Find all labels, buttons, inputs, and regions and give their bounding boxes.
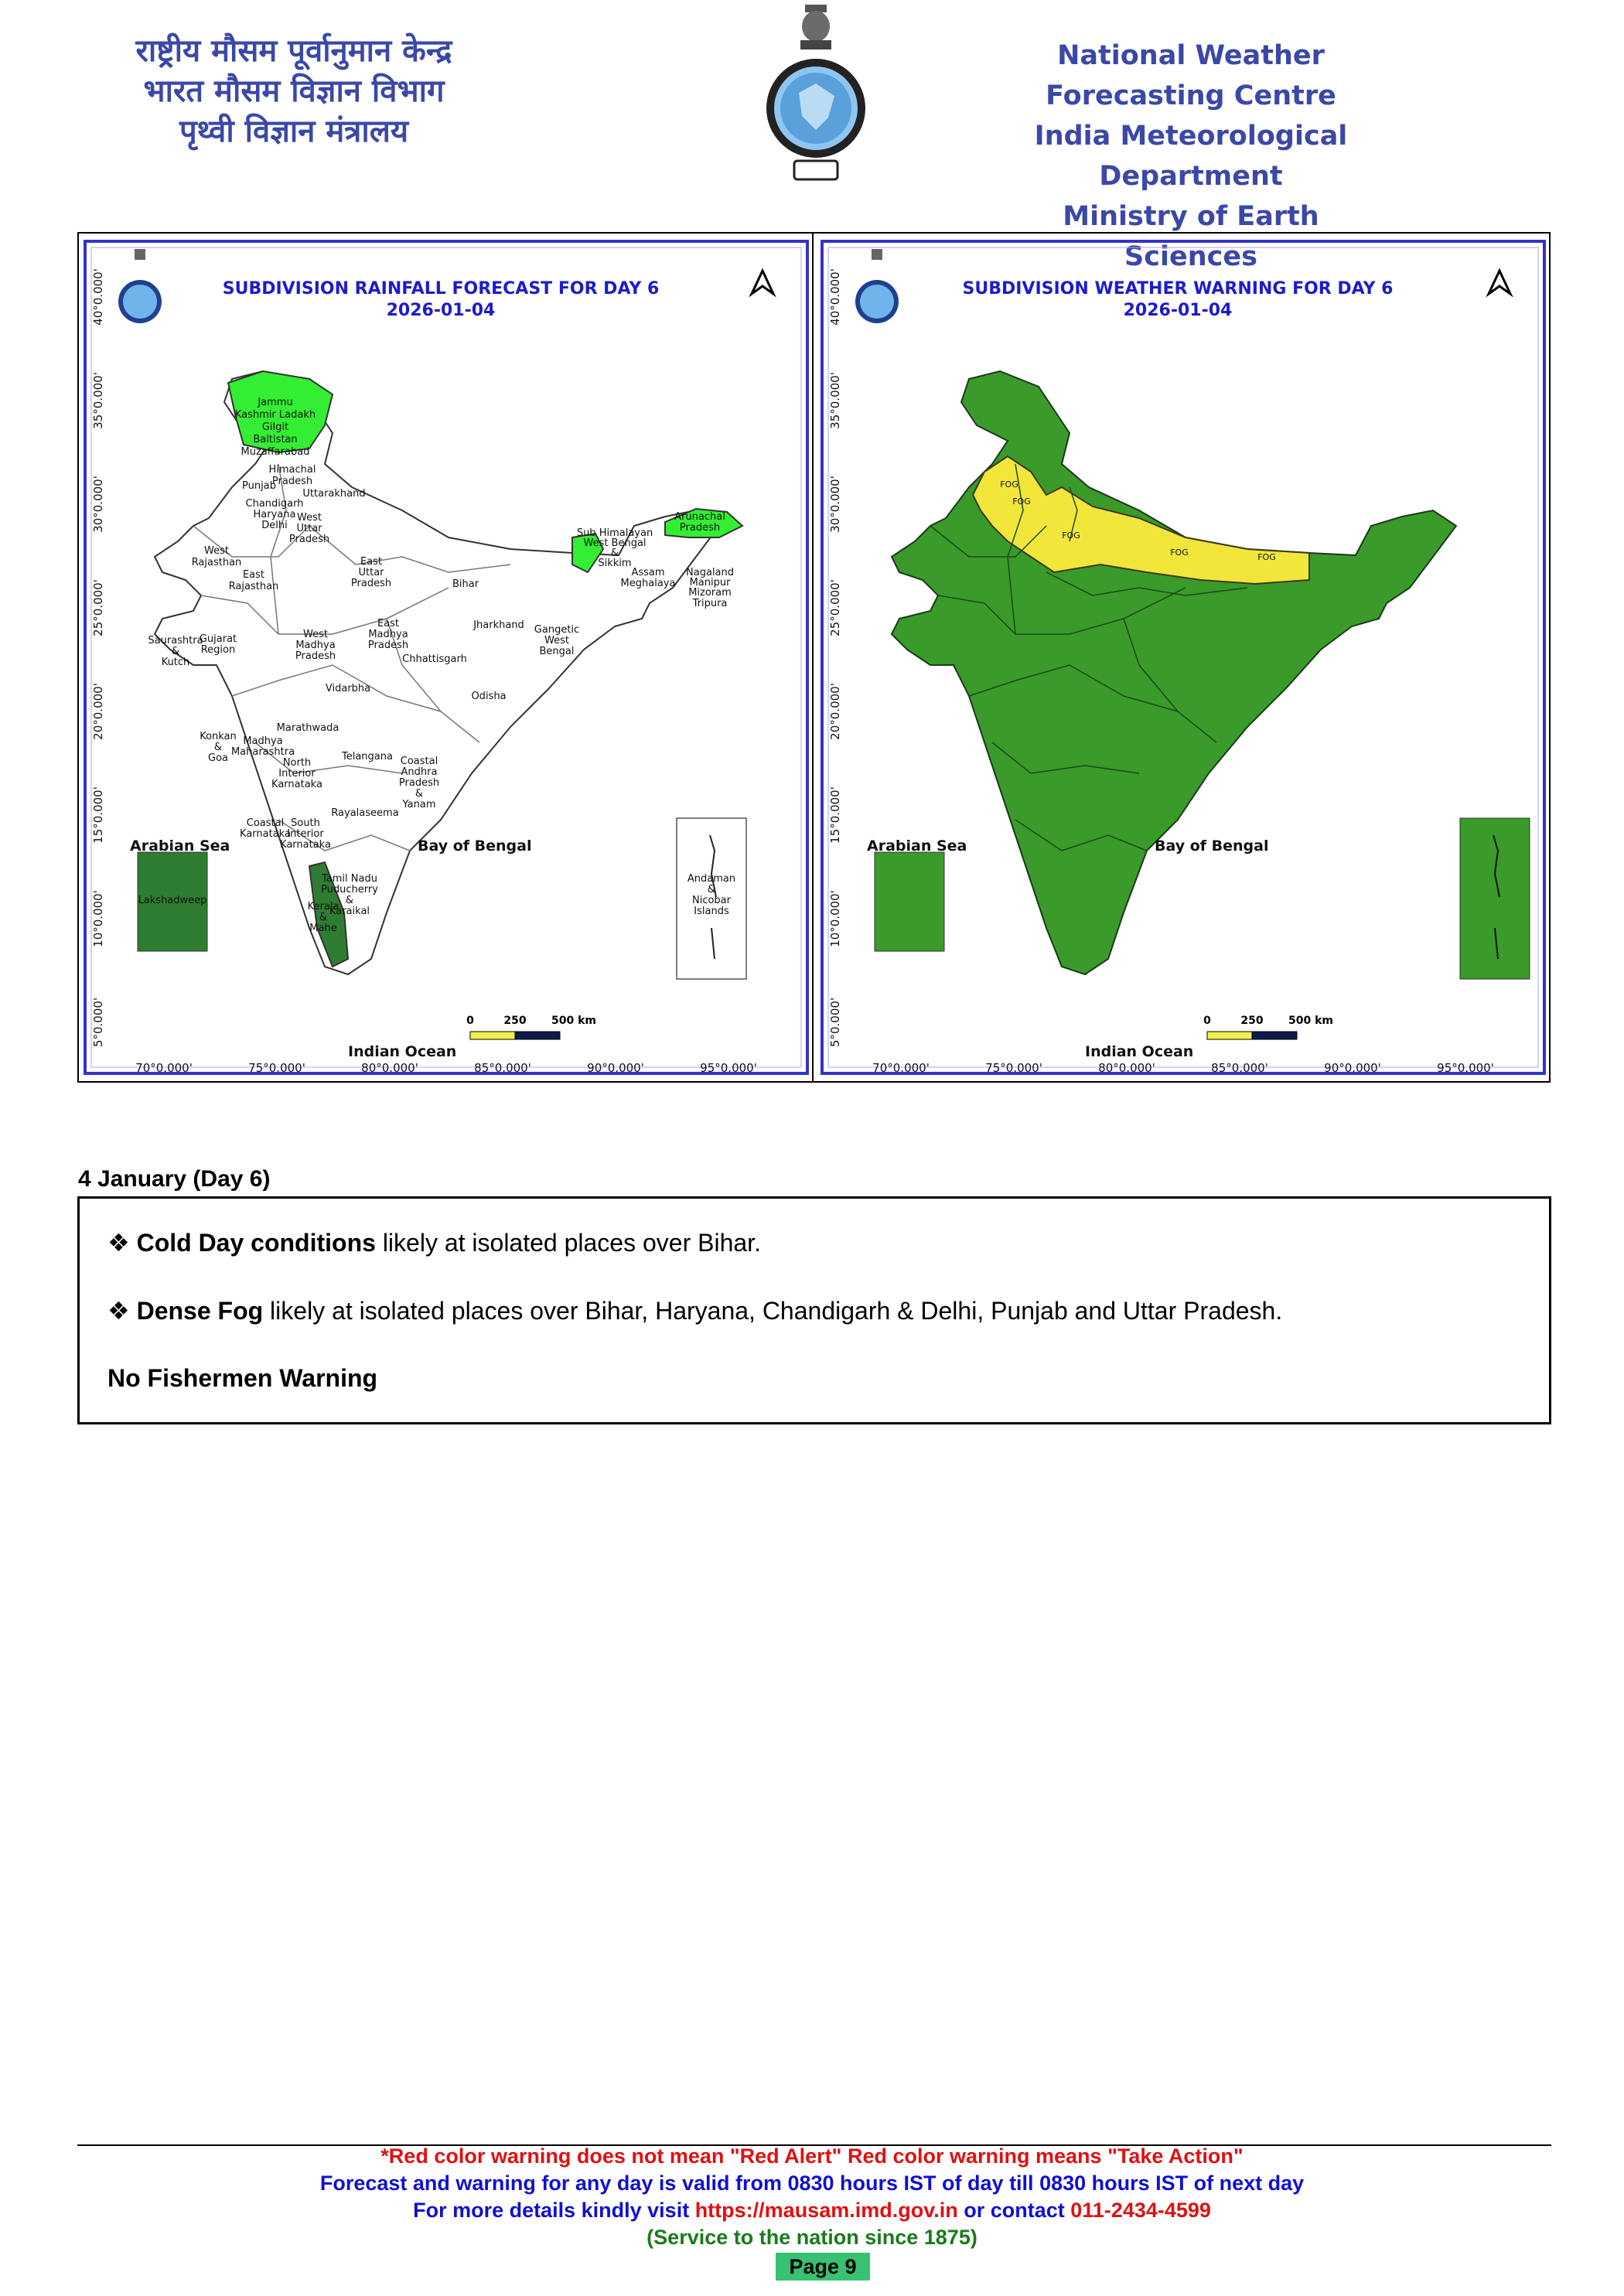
english-header-line: Ministry of Earth Sciences [1063,201,1319,272]
svg-text:Islands: Islands [694,906,729,917]
svg-text:35°0.000': 35°0.000' [828,372,842,429]
svg-text:&: & [415,788,424,800]
svg-text:Himachal: Himachal [268,464,316,476]
svg-text:Pradesh: Pradesh [271,476,313,487]
svg-text:Madhya: Madhya [295,640,336,651]
svg-text:Saurashtra: Saurashtra [148,635,203,646]
svg-text:5°0.000': 5°0.000' [91,997,105,1048]
imd-emblem-icon [855,249,899,323]
footer-contact [0,2199,1624,2223]
svg-text:40°0.000': 40°0.000' [91,268,105,326]
svg-text:Meghalaya: Meghalaya [620,578,676,589]
svg-text:Konkan: Konkan [200,731,237,742]
svg-text:10°0.000': 10°0.000' [828,890,842,947]
svg-text:Assam: Assam [631,567,665,578]
svg-text:Maharashtra: Maharashtra [230,746,295,758]
svg-text:Baltistan: Baltistan [253,434,298,445]
svg-text:0: 0 [466,1015,474,1027]
svg-text:Interior: Interior [278,768,316,780]
warning-item [107,1296,1282,1325]
map-date: 2026-01-04 [1123,301,1233,320]
svg-text:Vidarbha: Vidarbha [325,683,371,694]
warning-bold: Cold Day conditions [136,1229,376,1257]
svg-text:Kutch: Kutch [161,657,190,668]
svg-text:250: 250 [1240,1015,1264,1027]
svg-text:FOG: FOG [1257,552,1276,562]
svg-text:South: South [291,817,320,829]
svg-text:Karnataka: Karnataka [271,779,322,790]
svg-text:70°0.000': 70°0.000' [872,1061,930,1075]
svg-text:Karnataka: Karnataka [280,839,331,851]
svg-text:Odisha: Odisha [471,691,507,702]
warning-text: likely at isolated places over Bihar, Haryana, Chandigarh & Delhi, Punjab and Uttar Pradesh. [263,1297,1283,1325]
svg-text:Pradesh: Pradesh [350,578,392,589]
svg-text:500 km: 500 km [1288,1015,1333,1027]
warning-box [77,1196,1551,1424]
svg-text:Tripura: Tripura [692,598,728,609]
svg-text:70°0.000': 70°0.000' [135,1061,193,1075]
india-outline [155,371,719,974]
svg-text:20°0.000': 20°0.000' [91,683,105,740]
svg-text:Pradesh: Pradesh [295,650,336,662]
hindi-header-line: राष्ट्रीय मौसम पूर्वानुमान केन्द्र [135,33,452,69]
svg-text:Region: Region [200,644,236,656]
north-arrow-icon [752,271,773,294]
svg-text:85°0.000': 85°0.000' [474,1061,531,1075]
svg-text:Kashmir Ladakh: Kashmir Ladakh [234,409,316,421]
imd-emblem-icon [754,0,878,186]
svg-text:Bihar: Bihar [452,578,479,590]
svg-text:Rajasthan: Rajasthan [191,557,242,568]
svg-text:Punjab: Punjab [242,480,276,492]
svg-text:25°0.000': 25°0.000' [91,579,105,636]
svg-text:30°0.000': 30°0.000' [91,476,105,533]
svg-text:500 km: 500 km [551,1015,596,1027]
north-arrow-icon [1489,271,1510,294]
lakshadweep-inset [875,852,944,951]
svg-text:Coastal: Coastal [246,817,285,829]
svg-text:10°0.000': 10°0.000' [91,890,105,947]
svg-text:Gangetic: Gangetic [534,624,580,636]
svg-text:&: & [707,884,716,896]
footer-red-note: *Red color warning does not mean "Red Alert" Red color warning means "Take Action" [380,2144,1244,2168]
bullet-icon: ❖ [107,1229,130,1257]
svg-text:90°0.000': 90°0.000' [1324,1061,1381,1075]
svg-text:20°0.000': 20°0.000' [828,683,842,740]
svg-text:Haryana: Haryana [253,509,296,520]
svg-text:Bay of Bengal: Bay of Bengal [418,838,532,855]
svg-text:85°0.000': 85°0.000' [1211,1061,1268,1075]
svg-text:Interior: Interior [287,828,324,840]
svg-text:Kerala: Kerala [307,901,339,913]
footer-contact-mid: or contact [957,2199,1071,2222]
svg-text:FOG: FOG [1000,479,1018,490]
day-heading: 4 January (Day 6) [78,1166,271,1192]
svg-text:&: & [345,895,354,906]
hindi-header-line: भारत मौसम विज्ञान विभाग [143,73,445,109]
english-header-line: India Meteorological Department [1034,121,1348,192]
svg-text:25°0.000': 25°0.000' [828,579,842,636]
svg-text:250: 250 [503,1015,527,1027]
svg-text:90°0.000': 90°0.000' [587,1061,644,1075]
svg-text:Mahe: Mahe [309,923,337,934]
svg-text:Pradesh: Pradesh [398,777,440,789]
svg-text:Bengal: Bengal [539,646,575,657]
scale-bar [1203,1015,1333,1039]
svg-text:30°0.000': 30°0.000' [828,476,842,533]
map-title: SUBDIVISION WEATHER WARNING FOR DAY 6 [962,279,1394,299]
svg-text:Andaman: Andaman [687,873,736,885]
fishermen-warning: No Fishermen Warning [107,1364,378,1392]
hindi-header [85,31,503,152]
rainfall-map [77,232,814,1083]
svg-text:Chhattisgarh: Chhattisgarh [402,653,467,665]
svg-text:&: & [610,548,619,559]
svg-text:80°0.000': 80°0.000' [361,1061,418,1075]
bullet-icon: ❖ [107,1297,130,1325]
svg-text:15°0.000': 15°0.000' [91,786,105,844]
scale-bar [466,1015,596,1039]
svg-text:Jammu: Jammu [258,397,293,408]
svg-text:West: West [303,629,328,640]
svg-text:Uttar: Uttar [358,567,384,578]
svg-text:35°0.000': 35°0.000' [91,372,105,429]
latitude-labels [828,268,842,1047]
page-number: Page 9 [776,2253,870,2281]
svg-text:FOG: FOG [1170,548,1189,558]
svg-text:Arabian Sea: Arabian Sea [130,838,230,855]
svg-text:Telangana: Telangana [342,751,393,762]
svg-text:FOG: FOG [1062,531,1080,541]
svg-text:Gilgit: Gilgit [261,421,289,433]
svg-text:Tamil Nadu: Tamil Nadu [322,873,377,885]
svg-text:40°0.000': 40°0.000' [828,268,842,326]
svg-text:Arabian Sea: Arabian Sea [867,838,967,855]
svg-text:Coastal: Coastal [400,756,438,767]
svg-text:75°0.000': 75°0.000' [248,1061,305,1075]
svg-text:Sub Himalayan: Sub Himalayan [576,527,653,539]
svg-text:80°0.000': 80°0.000' [1098,1061,1155,1075]
svg-text:West: West [297,512,322,524]
hindi-header-line: पृथ्वी विज्ञान मंत्रालय [179,114,409,149]
svg-text:East: East [360,556,383,568]
svg-text:Lakshadweep: Lakshadweep [138,895,207,906]
svg-text:Arunachal: Arunachal [674,511,725,523]
india-outline [892,371,1456,974]
svg-text:North: North [282,757,312,769]
svg-text:Puducherry: Puducherry [321,884,378,896]
svg-text:Karnataka: Karnataka [240,828,291,840]
svg-text:15°0.000': 15°0.000' [828,786,842,844]
imd-emblem-icon [118,249,162,323]
svg-text:95°0.000': 95°0.000' [700,1061,757,1075]
warning-item [107,1228,761,1257]
svg-text:Manipur: Manipur [689,577,731,588]
svg-text:Rayalaseema: Rayalaseema [331,807,399,819]
footer-service: (Service to the nation since 1875) [647,2226,977,2249]
svg-text:Mizoram: Mizoram [688,587,732,599]
svg-text:Madhya: Madhya [243,735,283,747]
svg-text:Nicobar: Nicobar [691,895,732,906]
website-link[interactable]: https://mausam.imd.gov.in [694,2199,958,2222]
warning-bold: Dense Fog [136,1297,264,1325]
svg-text:&: & [171,646,180,657]
svg-text:FOG: FOG [1012,496,1031,507]
svg-text:Bay of Bengal: Bay of Bengal [1155,838,1269,855]
svg-text:Muzaffarabad: Muzaffarabad [241,446,310,458]
svg-text:Delhi: Delhi [261,520,288,531]
svg-text:&: & [319,912,328,923]
map-date: 2026-01-04 [386,301,496,320]
phone-number: 011-2434-4599 [1070,2199,1211,2222]
svg-text:95°0.000': 95°0.000' [1437,1061,1494,1075]
svg-text:Marathwada: Marathwada [276,722,339,734]
svg-text:Karaikal: Karaikal [329,906,370,917]
svg-text:Chandigarh: Chandigarh [245,498,304,510]
warning-text: likely at isolated places over Bihar. [375,1229,761,1257]
svg-text:Indian Ocean: Indian Ocean [1085,1043,1194,1060]
rainfall-map-panel [77,232,814,1083]
warning-map [814,232,1551,1083]
svg-text:Yanam: Yanam [402,799,436,810]
svg-text:Rajasthan: Rajasthan [228,581,279,592]
svg-text:Pradesh: Pradesh [679,522,721,534]
svg-text:East: East [377,618,400,629]
english-header-line: National Weather Forecasting Centre [1046,40,1336,111]
warning-map-panel [814,232,1551,1083]
footer-validity: Forecast and warning for any day is valid from 0830 hours IST of day till 0830 hours IST of next day [319,2171,1305,2195]
footer-contact-pre: For more details kindly visit [413,2199,695,2222]
svg-text:East: East [242,569,265,581]
latitude-labels [91,268,105,1047]
svg-text:Madhya: Madhya [368,629,408,640]
svg-text:Andhra: Andhra [401,766,438,778]
svg-text:75°0.000': 75°0.000' [985,1061,1042,1075]
svg-text:Gujarat: Gujarat [199,633,237,645]
svg-text:Jharkhand: Jharkhand [473,619,524,631]
svg-text:Uttarakhand: Uttarakhand [302,488,366,500]
svg-text:West Bengal: West Bengal [583,537,647,549]
svg-text:Nagaland: Nagaland [686,567,734,578]
svg-text:0: 0 [1203,1015,1211,1027]
svg-text:Uttar: Uttar [296,523,322,534]
svg-text:Goa: Goa [208,752,228,764]
svg-text:Indian Ocean: Indian Ocean [348,1043,457,1060]
svg-text:West: West [204,545,229,557]
svg-text:5°0.000': 5°0.000' [828,997,842,1048]
svg-text:West: West [544,635,569,646]
svg-text:&: & [213,742,223,753]
svg-text:Sikkim: Sikkim [598,558,632,569]
svg-text:Pradesh: Pradesh [288,534,330,545]
map-title: SUBDIVISION RAINFALL FORECAST FOR DAY 6 [222,279,660,299]
svg-text:Pradesh: Pradesh [367,640,409,651]
